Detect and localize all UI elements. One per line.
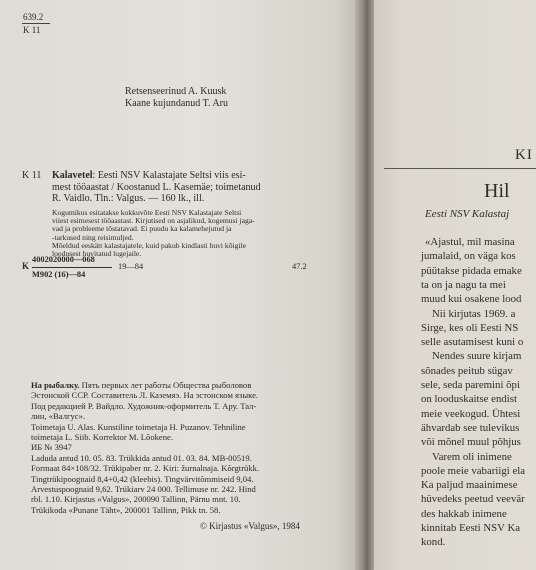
annotation-line: Mõeldud eeskätt kalastajatele, kuid pakub kindlasti huvi kõigile bbox=[52, 240, 247, 250]
imprint-block bbox=[31, 380, 259, 515]
imprint-line: rbl. 1.10. Kirjastus «Valgus», 200090 Tallinn, Pärnu mnt. 10. bbox=[31, 494, 241, 505]
catalog-entry-line: mest tööaastat / Koostanud L. Kasemäe; toimetanud bbox=[52, 181, 261, 193]
annotation-line: viiest esimesest tööaastast. Kirjutised on asjalikud, kogemusi jaga- bbox=[52, 216, 255, 226]
imprint-line-rest: Пять первых лет работы Общества рыболовов bbox=[79, 380, 252, 390]
catalog-entry-line: R. Vaidlo. Tln.: Valgus. — 160 lk., ill. bbox=[52, 193, 205, 204]
imprint-line: toimetaja L. Siib. Korrektor M. Lõokene. bbox=[31, 432, 174, 443]
imprint-line: Formaat 84×108/32. Trükipaber nr. 2. Kiri: žurnalnaja. Kõrgtrükk. bbox=[31, 463, 260, 474]
right-body-line: Varem oli inimene bbox=[432, 450, 512, 463]
catalog-code: K 11 bbox=[22, 170, 42, 181]
imprint-line: Laduda antud 10. 05. 83. Trükkida antud 01. 03. 84. MB-00519. bbox=[31, 452, 252, 463]
annotation-line: loodusest huvitatud lugejaile. bbox=[52, 249, 142, 259]
classification-divider bbox=[22, 23, 50, 24]
right-body-line: kinnitab Eesti NSV Ka bbox=[421, 522, 521, 534]
imprint-line: Tingtrükipoognaid 8,4+0,42 (kleebis). Tingvärvitõmmiseid 9,04. bbox=[31, 473, 254, 484]
right-body-line: kond. bbox=[421, 536, 446, 549]
right-body-line: muud kui osakene lood bbox=[421, 293, 522, 306]
annotation-line: Kogumikus esitatakse kokkuvõte Eesti NSV Kalastajate Seltsi bbox=[52, 208, 242, 217]
imprint-line: ИБ № 3947 bbox=[31, 442, 72, 453]
right-header-rule bbox=[384, 168, 536, 169]
right-body-line: sõnades peitub sügav bbox=[421, 364, 513, 377]
right-body-line: Ka paljud maainimese bbox=[421, 479, 518, 492]
right-body-line: jumalaid, on väga kos bbox=[421, 250, 516, 263]
annotation-line: -tarkused ning reisimuljed. bbox=[52, 232, 134, 242]
imprint-russian-title: На рыбалку. bbox=[31, 380, 80, 390]
right-body-line: selle asutamisest kuni o bbox=[421, 336, 524, 349]
catalog-entry-line-rest: : Eesti NSV Kalastajate Seltsi viis esi- bbox=[92, 170, 246, 181]
imprint-line: Arvestuspoognaid 9,62. Trükiarv 24 000. Tellimuse nr. 242. Hind bbox=[31, 484, 256, 495]
right-page-header: KI bbox=[515, 147, 533, 163]
right-body-line: püütakse pidada emake bbox=[421, 264, 522, 277]
right-body-line: ta on ja nagu ta mei bbox=[421, 278, 506, 291]
isbn-fraction-line bbox=[32, 267, 112, 268]
right-body-line: Nendes suure kirjam bbox=[432, 350, 522, 363]
catalog-title-word: Kalavetel bbox=[52, 170, 93, 181]
credits-cover-designer: Kaane kujundanud T. Aru bbox=[125, 97, 228, 109]
imprint-line: Toimetaja U. Alas. Kunstiline toimetaja H. Puzanov. Tehniline bbox=[31, 421, 246, 432]
credits-reviewer: Retsenseerinud A. Kuusk bbox=[125, 86, 227, 97]
imprint-line: лин, «Валгус». bbox=[31, 411, 86, 422]
right-body-line: sele, seda paremini õpi bbox=[421, 379, 520, 391]
imprint-line bbox=[31, 380, 259, 390]
isbn-bottom: M902 (16)—84 bbox=[32, 270, 86, 279]
right-page bbox=[374, 0, 536, 570]
right-body-line: ähvardab see tulevikus bbox=[421, 421, 520, 434]
right-body-line: poole meie vabariigi ela bbox=[421, 464, 526, 477]
right-body-line: on looduskaitse endist bbox=[421, 393, 517, 406]
chapter-subtitle: Eesti NSV Kalastaj bbox=[425, 208, 510, 220]
isbn-range: 19—84 bbox=[118, 262, 144, 271]
right-body-line: hüvedeks peetud veevär bbox=[421, 493, 525, 506]
imprint-line: Эстонской ССР. Составитель Л. Каземяэ. На эстонском языке. bbox=[31, 390, 259, 401]
isbn-letter: K bbox=[22, 261, 30, 271]
copyright-line: © Kirjastus «Valgus», 1984 bbox=[200, 521, 300, 531]
isbn-top: 4002020000—068 bbox=[32, 255, 95, 264]
right-body-line: des hakkab inimene bbox=[421, 507, 507, 520]
annotation-line: vad ja probleeme tõstatavad. Ei puudu ka kalamehejutud ja bbox=[52, 224, 232, 234]
right-body-line: meie veekogud. Ühtesi bbox=[421, 407, 521, 420]
imprint-line: Под редакцией Р. Вайдло. Художник-оформитель Т. Ару. Тал- bbox=[31, 400, 257, 411]
annotation-block bbox=[52, 209, 255, 258]
catalog-entry bbox=[52, 170, 261, 205]
right-body-line: «Ajastul, mil masina bbox=[425, 236, 515, 248]
right-body-line: Sirge, kes oli Eesti NS bbox=[421, 321, 519, 334]
classification-udc: 639.2 bbox=[23, 12, 44, 22]
imprint-line: Trükikoda «Punane Täht», 200001 Tallinn, Pikk tn. 58. bbox=[31, 504, 221, 515]
right-body-line: või mõnel muul põhjus bbox=[421, 436, 521, 449]
classification-code: K 11 bbox=[23, 25, 41, 35]
chapter-title: Hil bbox=[484, 180, 510, 202]
credits-block bbox=[125, 86, 228, 109]
catalog-entry-line bbox=[52, 170, 261, 182]
isbn-price-code: 47.2 bbox=[292, 262, 307, 271]
right-body-line: Nii kirjutas 1969. a bbox=[432, 307, 516, 320]
